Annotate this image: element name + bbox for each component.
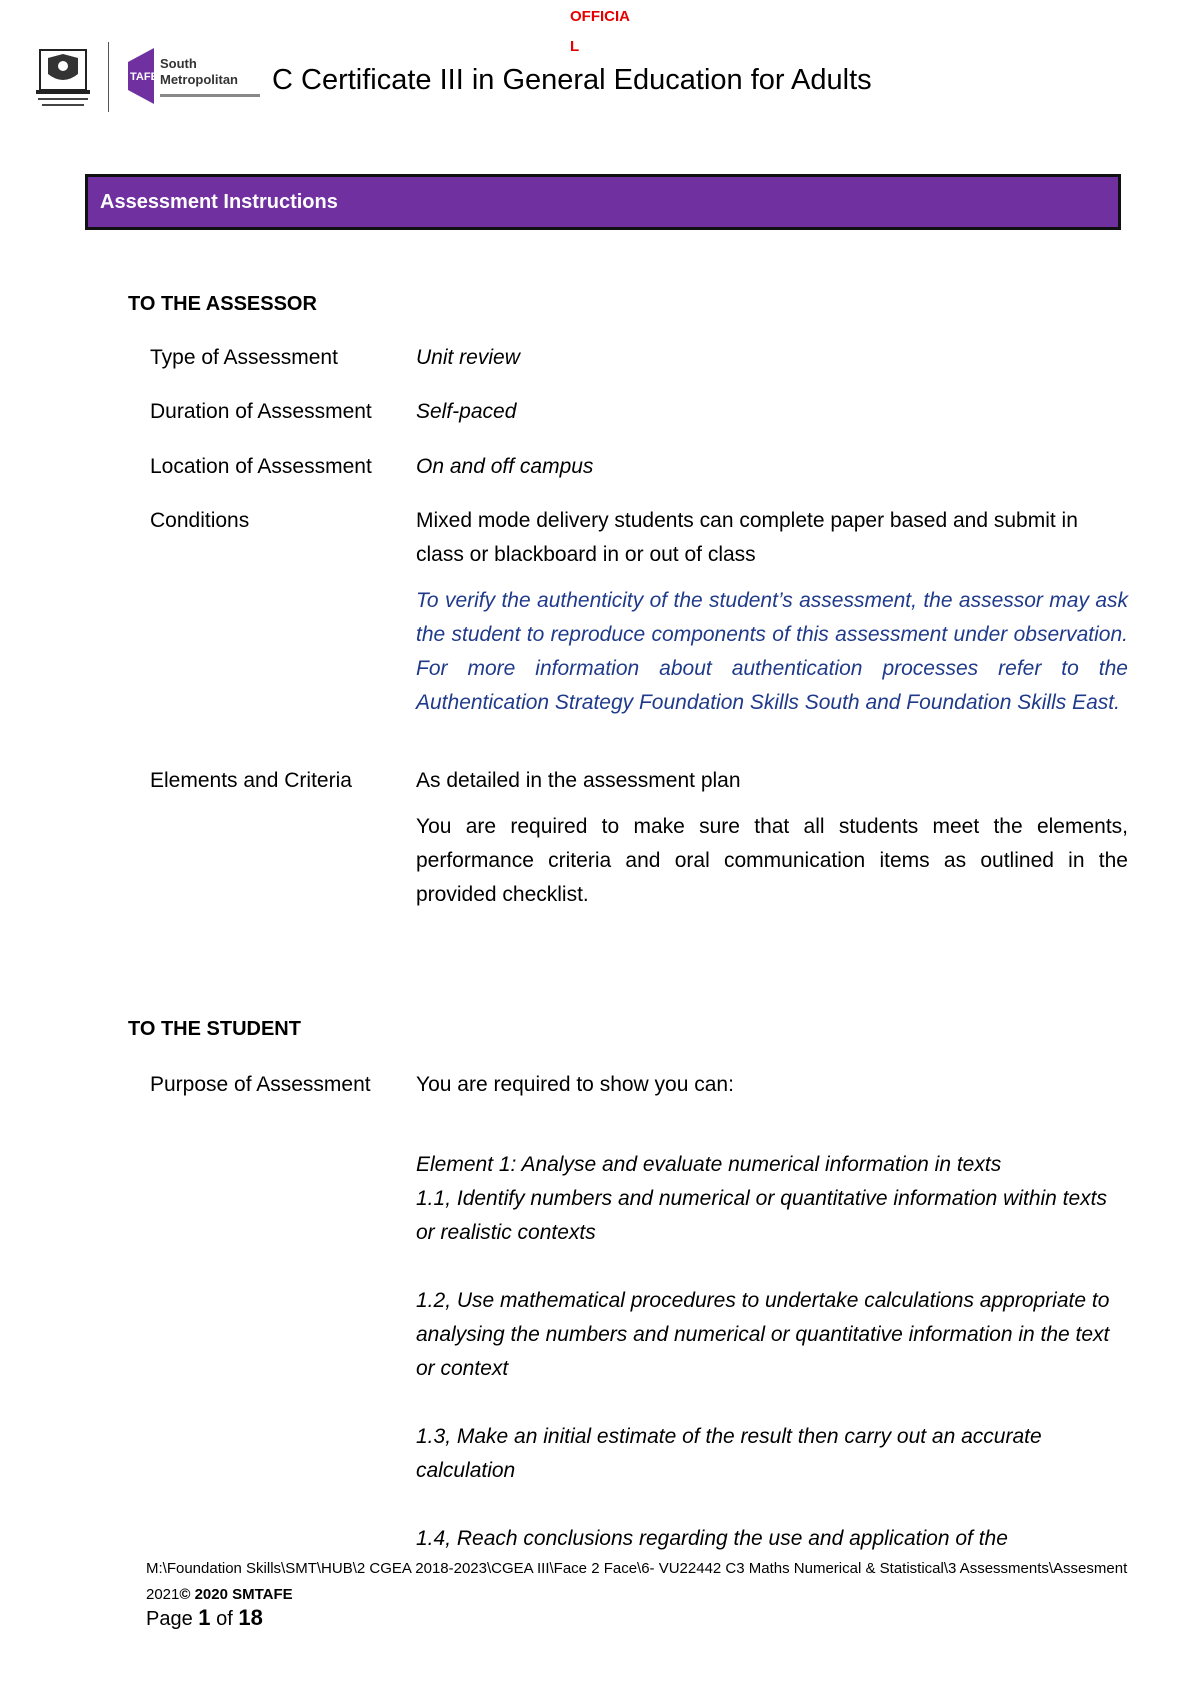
- type-value: Unit review: [416, 346, 520, 369]
- conditions-label: Conditions: [150, 509, 250, 532]
- type-label: Type of Assessment: [150, 346, 338, 369]
- element-1: Element 1: Analyse and evaluate numerical information in texts: [416, 1153, 1002, 1176]
- elements-note: You are required to make sure that all students meet the elements, performance criteria and oral communication items as outlined in the provided checklist.: [416, 815, 1128, 906]
- page-current: 1: [198, 1605, 211, 1630]
- south-metropolitan-tafe-logo: [124, 44, 274, 108]
- footer-copyright: © 2020 SMTAFE: [179, 1586, 293, 1603]
- duration-value: Self-paced: [416, 400, 517, 423]
- assessor-heading: TO THE ASSESSOR: [128, 293, 317, 315]
- location-value: On and off campus: [416, 455, 594, 478]
- location-label: Location of Assessment: [150, 455, 372, 478]
- page-of: of: [216, 1608, 233, 1630]
- purpose-value: You are required to show you can:: [416, 1073, 734, 1096]
- svg-text:South: South: [160, 56, 197, 71]
- purpose-label: Purpose of Assessment: [150, 1073, 371, 1096]
- elements-value: As detailed in the assessment plan: [416, 769, 741, 792]
- criteria-1-2: 1.2, Use mathematical procedures to undertake calculations appropriate to analysing the numbers and numerical or quantitative information in the text or context: [416, 1289, 1110, 1380]
- assessment-instructions-banner: Assessment Instructions: [85, 174, 1121, 230]
- page-total: 18: [238, 1605, 263, 1630]
- authenticity-note: To verify the authenticity of the student’s assessment, the assessor may ask the student to reproduce components of this assessment under observation. For more information about authentication processes refer to the Authentication Strategy Foundation Skills South and Foundation Skills East.: [416, 589, 1128, 714]
- footer-file-path: M:\Foundation Skills\SMT\HUB\2 CGEA 2018-2023\CGEA III\Face 2 Face\6- VU22442 C3 Maths Numerical & Statistical\3 Assessments\Assesment 2021: [146, 1560, 1128, 1603]
- svg-text:TAFE: TAFE: [130, 71, 158, 83]
- document-header: [28, 40, 1168, 120]
- duration-label: Duration of Assessment: [150, 400, 372, 423]
- svg-text:Metropolitan: Metropolitan: [160, 72, 238, 87]
- footer-path: [146, 1556, 1146, 1608]
- elements-label: Elements and Criteria: [150, 769, 352, 792]
- classification-label: OFFICIAL: [570, 8, 630, 55]
- wa-government-crest-icon: [28, 44, 98, 114]
- document-title: C Certificate III in General Education for Adults: [272, 64, 872, 96]
- conditions-value: Mixed mode delivery students can complete paper based and submit in class or blackboard in or out of class: [416, 509, 1078, 566]
- page-number: [146, 1605, 263, 1631]
- logo-divider: [108, 42, 109, 112]
- criteria-1-4: 1.4, Reach conclusions regarding the use and application of the: [416, 1527, 1008, 1550]
- criteria-1-1: 1.1, Identify numbers and numerical or quantitative information within texts or realistic contexts: [416, 1187, 1108, 1244]
- page-prefix: Page: [146, 1608, 193, 1630]
- student-heading: TO THE STUDENT: [128, 1018, 301, 1040]
- criteria-1-3: 1.3, Make an initial estimate of the result then carry out an accurate calculation: [416, 1425, 1042, 1482]
